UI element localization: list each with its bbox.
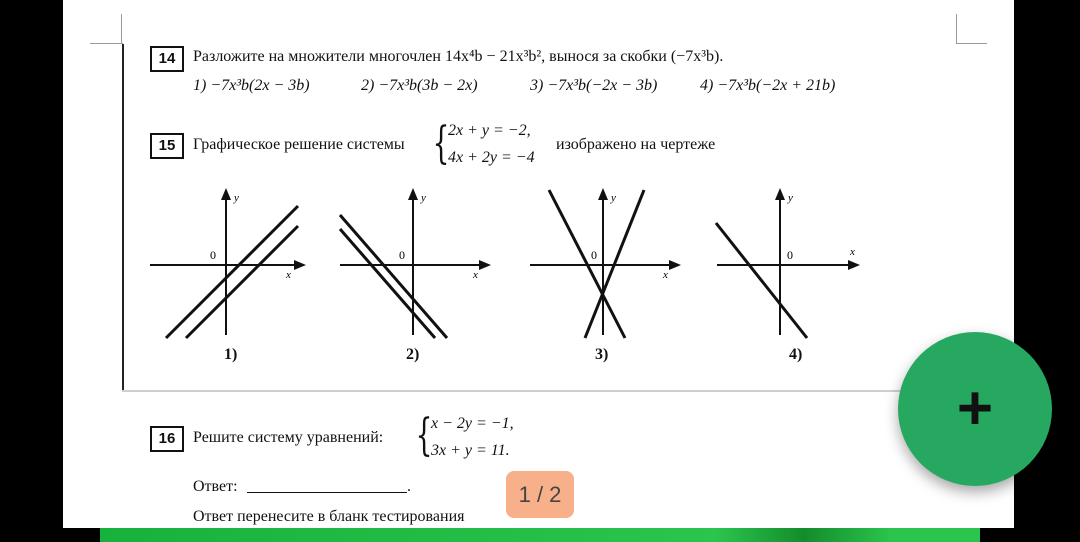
ad-banner[interactable] <box>100 528 980 542</box>
graph-1-x-arrow <box>294 260 306 270</box>
graph-3-x-arrow <box>669 260 681 270</box>
plus-icon: + <box>956 374 994 443</box>
crop-mark-right-v <box>956 14 957 44</box>
task-15-eq1: 2x + y = −2, <box>448 122 531 139</box>
graph-2-label: 2) <box>406 346 420 363</box>
task-16-answer-suffix: . <box>407 478 411 495</box>
task-divider <box>122 390 1014 392</box>
task-15-text-after: изображено на чертеже <box>556 136 716 153</box>
task-14-option-3: 3) −7x³b(−2x − 3b) <box>530 77 658 94</box>
crop-mark-right-h <box>956 43 987 44</box>
graph-3-x-label: x <box>663 269 668 281</box>
graph-2-line-b <box>340 229 435 338</box>
graph-1-line-a <box>166 206 298 338</box>
graph-option-1 <box>148 185 308 345</box>
task-16-text: Решите систему уравнений: <box>193 429 384 446</box>
graph-option-3 <box>525 185 685 345</box>
task-14-option-4: 4) −7x³b(−2x + 21b) <box>700 77 836 94</box>
graph-4-y-label: y <box>788 192 793 204</box>
graph-1-origin: 0 <box>210 248 216 262</box>
add-button[interactable] <box>898 332 1052 486</box>
graph-1-x-label: x <box>286 269 291 281</box>
graph-1-line-b <box>186 226 298 338</box>
graph-2-y-label: y <box>421 192 426 204</box>
task-16-system-brace: { <box>415 410 433 461</box>
graph-2-x-label: x <box>473 269 478 281</box>
graph-3-y-label: y <box>611 192 616 204</box>
task-15-text: Графическое решение системы <box>193 136 405 153</box>
graph-1-label: 1) <box>224 346 238 363</box>
task-14-question: Разложите на множители многочлен 14x⁴b − 21x³b², вынося за скобки (−7x³b). <box>193 48 724 65</box>
graph-option-4 <box>713 185 873 345</box>
graph-2-x-arrow <box>479 260 491 270</box>
graph-2-origin: 0 <box>399 248 405 262</box>
task-16-number: 16 <box>150 426 184 452</box>
graph-4-origin: 0 <box>787 248 793 262</box>
graph-4-label: 4) <box>789 346 803 363</box>
graph-3-y-arrow <box>598 188 608 200</box>
graph-3-label: 3) <box>595 346 609 363</box>
graph-option-2 <box>335 185 495 345</box>
task-14-option-2: 2) −7x³b(3b − 2x) <box>361 77 478 94</box>
crop-mark-left-h <box>90 43 123 44</box>
graph-3-origin: 0 <box>591 248 597 262</box>
task-14-option-1: 1) −7x³b(2x − 3b) <box>193 77 310 94</box>
task-16-transfer-note: Ответ перенесите в бланк тестирования <box>193 508 465 525</box>
graph-4-x-arrow <box>848 260 860 270</box>
graph-4-line <box>716 223 807 338</box>
task-15-number: 15 <box>150 133 184 159</box>
task-16-eq1: x − 2y = −1, <box>431 415 514 432</box>
task-16-answer-line <box>247 492 407 493</box>
page-indicator: 1 / 2 <box>506 471 574 518</box>
crop-mark-left-v <box>121 14 122 44</box>
task-14-number: 14 <box>150 46 184 72</box>
task-15-eq2: 4x + 2y = −4 <box>448 149 535 166</box>
document-page[interactable] <box>63 0 1014 528</box>
task-15-system-brace: { <box>432 118 450 169</box>
graph-4-x-label: x <box>850 246 855 258</box>
task-16-answer-label: Ответ: <box>193 478 238 495</box>
task-16-eq2: 3x + y = 11. <box>431 442 510 459</box>
graph-2-y-arrow <box>408 188 418 200</box>
graph-2-line-a <box>340 215 447 338</box>
task-frame-border <box>122 44 124 390</box>
graph-1-y-arrow <box>221 188 231 200</box>
graph-4-y-arrow <box>775 188 785 200</box>
graph-1-y-label: y <box>234 192 239 204</box>
